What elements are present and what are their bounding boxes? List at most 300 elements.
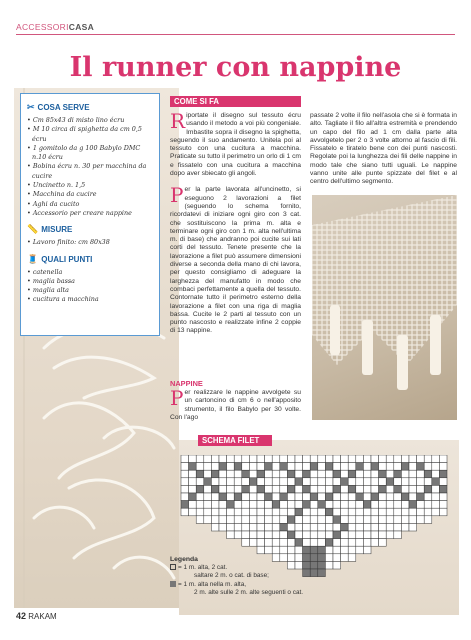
filet-empty-cell — [227, 531, 235, 539]
list-item: • Bobina écru n. 30 per macchina da cucire — [27, 162, 153, 181]
filet-empty-cell — [379, 455, 387, 463]
filet-empty-cell — [386, 493, 394, 501]
filet-empty-cell — [356, 485, 364, 493]
filet-empty-cell — [333, 539, 341, 547]
filet-empty-cell — [348, 463, 356, 471]
filet-empty-cell — [401, 523, 409, 531]
filet-filled-cell — [394, 470, 402, 478]
filet-empty-cell — [310, 516, 318, 524]
dropcap: P — [170, 183, 184, 208]
filet-empty-cell — [386, 463, 394, 471]
dropcap: R — [170, 109, 186, 133]
filet-empty-cell — [386, 485, 394, 493]
brand-name: RAKAM — [28, 612, 57, 621]
filet-empty-cell — [409, 493, 417, 501]
filet-empty-cell — [204, 463, 212, 471]
filet-filled-cell — [219, 463, 227, 471]
filet-empty-cell — [341, 485, 349, 493]
filet-empty-cell — [204, 508, 212, 516]
filet-empty-cell — [333, 478, 341, 486]
filet-empty-cell — [272, 523, 280, 531]
filet-empty-cell — [280, 516, 288, 524]
filet-filled-cell — [318, 569, 326, 577]
filet-filled-cell — [234, 463, 242, 471]
legend-text: = 1 m. alta, 2 cat. — [178, 564, 228, 572]
page-footer — [16, 611, 57, 621]
filet-empty-cell — [371, 523, 379, 531]
filet-filled-cell — [356, 493, 364, 501]
filet-empty-cell — [265, 516, 273, 524]
filet-empty-cell — [257, 455, 265, 463]
thread-spool-icon: 🧵 — [27, 253, 39, 264]
filet-empty-cell — [303, 508, 311, 516]
filet-empty-cell — [181, 508, 189, 516]
filet-empty-cell — [257, 508, 265, 516]
filet-empty-cell — [295, 523, 303, 531]
filet-empty-cell — [272, 478, 280, 486]
paragraph-text: er realizzare le nappine avvolgete su un cartoncino di cm 6 o nell'apposito strumento, il filo Babylo per 30 volte. Con l'ago — [170, 389, 301, 421]
filet-empty-cell — [310, 455, 318, 463]
filet-filled-cell — [196, 485, 204, 493]
filet-empty-cell — [318, 470, 326, 478]
filet-empty-cell — [287, 478, 295, 486]
filet-empty-cell — [417, 485, 425, 493]
filet-filled-cell — [439, 485, 447, 493]
instructions-paragraph-1 — [170, 109, 301, 178]
filet-empty-cell — [280, 485, 288, 493]
filet-empty-cell — [181, 493, 189, 501]
filet-empty-cell — [318, 463, 326, 471]
filet-empty-cell — [280, 470, 288, 478]
filet-empty-cell — [257, 531, 265, 539]
filet-empty-cell — [219, 516, 227, 524]
filet-empty-cell — [371, 539, 379, 547]
filet-empty-cell — [249, 485, 257, 493]
punti-label: QUALI PUNTI — [41, 254, 93, 264]
filet-empty-cell — [242, 531, 250, 539]
filet-empty-cell — [325, 546, 333, 554]
filet-filled-cell — [242, 485, 250, 493]
filet-empty-cell — [386, 516, 394, 524]
filet-empty-cell — [318, 539, 326, 547]
filet-empty-cell — [318, 455, 326, 463]
filet-empty-cell — [211, 455, 219, 463]
filet-filled-cell — [401, 493, 409, 501]
filet-empty-cell — [257, 516, 265, 524]
filet-empty-cell — [318, 493, 326, 501]
list-item: • 1 gomitolo da g 100 Babylo DMC n.10 écru — [27, 144, 153, 163]
filet-filled-cell — [409, 501, 417, 509]
filet-empty-cell — [341, 470, 349, 478]
instructions-column-2: passate 2 volte il filo nell'asola che si è formata in alto. Tagliate il filo all'altra estremità e prendendo un capo del filo ad 1 cm dalla parte alta avvolgetelo per 2 o 3 volte attorno al fascio di fili. Fissatelo e tiratelo bene con dei punti nascosti. Regolate poi la lunghezza dei fili delle nappine in modo tale che siano tutti uguali. Le nappine vanno unite alle punte spizzate del filet e al centro dell'ultimo segmento. — [310, 112, 457, 186]
filet-empty-cell — [356, 516, 364, 524]
filet-filled-cell — [242, 470, 250, 478]
filet-empty-cell — [333, 501, 341, 509]
filet-empty-cell — [439, 508, 447, 516]
filet-empty-cell — [204, 501, 212, 509]
filet-filled-cell — [333, 485, 341, 493]
filet-empty-cell — [280, 539, 288, 547]
filet-empty-cell — [379, 493, 387, 501]
filet-filled-cell — [257, 485, 265, 493]
filet-empty-cell — [211, 516, 219, 524]
filet-empty-cell — [219, 455, 227, 463]
filet-empty-cell — [356, 470, 364, 478]
list-item: • Uncinetto n. 1,5 — [27, 181, 153, 190]
filet-empty-cell — [242, 493, 250, 501]
filet-empty-cell — [363, 470, 371, 478]
filet-filled-cell — [341, 523, 349, 531]
filet-filled-cell — [318, 546, 326, 554]
filet-filled-cell — [310, 493, 318, 501]
filet-empty-cell — [257, 523, 265, 531]
filet-empty-cell — [234, 516, 242, 524]
filet-empty-cell — [394, 463, 402, 471]
filet-empty-cell — [204, 516, 212, 524]
filet-empty-cell — [265, 531, 273, 539]
filet-empty-cell — [371, 508, 379, 516]
filet-empty-cell — [417, 470, 425, 478]
filet-empty-cell — [348, 539, 356, 547]
filet-empty-cell — [318, 508, 326, 516]
page-title: Il runner con nappine — [69, 52, 402, 83]
filet-filled-cell — [310, 569, 318, 577]
filet-empty-cell — [211, 493, 219, 501]
filet-empty-cell — [295, 455, 303, 463]
filet-empty-cell — [325, 516, 333, 524]
filet-empty-cell — [394, 501, 402, 509]
filet-empty-cell — [394, 493, 402, 501]
filet-empty-cell — [295, 531, 303, 539]
filet-empty-cell — [219, 470, 227, 478]
filet-empty-cell — [341, 493, 349, 501]
filet-filled-cell — [325, 493, 333, 501]
filet-empty-cell — [287, 539, 295, 547]
filet-empty-cell — [310, 539, 318, 547]
filet-empty-cell — [310, 478, 318, 486]
filet-empty-cell — [249, 539, 257, 547]
filet-empty-cell — [424, 463, 432, 471]
filet-empty-cell — [181, 455, 189, 463]
filet-filled-cell — [341, 478, 349, 486]
filet-empty-cell — [439, 501, 447, 509]
filet-empty-cell — [181, 478, 189, 486]
filet-filled-cell — [394, 485, 402, 493]
filet-empty-cell — [204, 493, 212, 501]
filet-filled-cell — [287, 470, 295, 478]
filet-empty-cell — [439, 455, 447, 463]
filet-empty-cell — [211, 501, 219, 509]
subsection-label: CASA — [68, 22, 95, 32]
filet-empty-cell — [394, 531, 402, 539]
filet-empty-cell — [234, 523, 242, 531]
filet-filled-cell — [371, 493, 379, 501]
filet-empty-cell — [363, 516, 371, 524]
filet-empty-cell — [219, 508, 227, 516]
filet-empty-cell — [333, 493, 341, 501]
filet-empty-cell — [265, 470, 273, 478]
legend-item-filled — [170, 581, 303, 589]
filet-filled-cell — [417, 493, 425, 501]
filet-empty-cell — [249, 516, 257, 524]
filet-empty-cell — [348, 455, 356, 463]
filet-empty-cell — [348, 531, 356, 539]
filet-empty-cell — [310, 470, 318, 478]
filet-empty-cell — [386, 455, 394, 463]
filet-empty-cell — [219, 485, 227, 493]
filet-empty-cell — [432, 493, 440, 501]
filet-filled-cell — [303, 546, 311, 554]
filet-empty-cell — [287, 508, 295, 516]
filet-empty-cell — [348, 554, 356, 562]
filet-empty-cell — [196, 501, 204, 509]
filet-empty-cell — [379, 516, 387, 524]
legend-text: 2 m. alte sulle 2 m. alte seguenti o cat. — [194, 588, 304, 596]
punti-heading — [27, 254, 153, 265]
filet-filled-cell — [227, 501, 235, 509]
filet-empty-cell — [189, 485, 197, 493]
filet-empty-cell — [417, 478, 425, 486]
filet-empty-cell — [295, 463, 303, 471]
filet-empty-cell — [303, 516, 311, 524]
filet-filled-cell — [219, 493, 227, 501]
filet-empty-cell — [265, 478, 273, 486]
filet-filled-cell — [401, 463, 409, 471]
filet-filled-cell — [287, 485, 295, 493]
filet-empty-cell — [242, 478, 250, 486]
filet-empty-cell — [348, 501, 356, 509]
filet-filled-cell — [295, 508, 303, 516]
filet-empty-cell — [295, 485, 303, 493]
filet-empty-cell — [394, 478, 402, 486]
filet-empty-cell — [242, 523, 250, 531]
filet-empty-cell — [249, 531, 257, 539]
filet-empty-cell — [303, 531, 311, 539]
filet-empty-cell — [371, 485, 379, 493]
filet-empty-cell — [234, 485, 242, 493]
come-si-fa-heading: COME SI FA — [170, 96, 301, 107]
nappine-heading: NAPPINE — [170, 379, 203, 388]
filet-empty-cell — [265, 539, 273, 547]
filet-empty-cell — [318, 531, 326, 539]
cosa-serve-list — [27, 116, 153, 218]
filet-empty-cell — [204, 485, 212, 493]
filet-empty-cell — [249, 523, 257, 531]
filet-empty-cell — [242, 501, 250, 509]
filet-filled-cell — [181, 501, 189, 509]
filet-empty-cell — [424, 455, 432, 463]
filet-empty-cell — [394, 523, 402, 531]
filet-empty-cell — [189, 455, 197, 463]
filled-square-icon — [170, 581, 176, 587]
filet-empty-cell — [439, 478, 447, 486]
filet-empty-cell — [189, 508, 197, 516]
filet-filled-cell — [318, 561, 326, 569]
legend-item-empty — [170, 564, 303, 572]
filet-filled-cell — [303, 485, 311, 493]
filet-empty-cell — [303, 463, 311, 471]
legend-text: saltare 2 m. o cat. di base; — [194, 572, 269, 580]
filet-empty-cell — [424, 478, 432, 486]
filet-empty-cell — [310, 501, 318, 509]
filet-empty-cell — [432, 463, 440, 471]
dropcap: P — [170, 386, 184, 410]
filet-empty-cell — [272, 485, 280, 493]
filet-filled-cell — [303, 470, 311, 478]
header-divider — [16, 34, 455, 35]
filet-empty-cell — [363, 493, 371, 501]
paragraph-text: iportate il disegno sul tessuto écru usando il metodo a voi più congeniale. Imbastite sopra il disegno la spighetta, seguendo il suo andamento. Unitela poi al tessuto con una cucitura a macchina. Praticate su tutto il perimetro un orlo di 1 cm e fissatelo con una cucitura a macchina dopo aver sbiecato gli angoli. — [170, 112, 301, 178]
filet-filled-cell — [272, 501, 280, 509]
list-item: • Accessorio per creare nappine — [27, 209, 153, 218]
filet-empty-cell — [401, 470, 409, 478]
filet-empty-cell — [363, 531, 371, 539]
filet-empty-cell — [227, 493, 235, 501]
filet-filled-cell — [348, 470, 356, 478]
filet-empty-cell — [363, 508, 371, 516]
filet-empty-cell — [280, 455, 288, 463]
filet-empty-cell — [249, 463, 257, 471]
filet-empty-cell — [439, 493, 447, 501]
filet-empty-cell — [409, 523, 417, 531]
filet-empty-cell — [219, 523, 227, 531]
filet-empty-cell — [287, 546, 295, 554]
filet-empty-cell — [242, 516, 250, 524]
filet-empty-cell — [219, 478, 227, 486]
filet-empty-cell — [280, 478, 288, 486]
filet-empty-cell — [265, 523, 273, 531]
filet-empty-cell — [341, 531, 349, 539]
filet-empty-cell — [295, 546, 303, 554]
filet-empty-cell — [417, 508, 425, 516]
filet-empty-cell — [287, 455, 295, 463]
filet-empty-cell — [219, 501, 227, 509]
filet-empty-cell — [295, 516, 303, 524]
filet-empty-cell — [409, 508, 417, 516]
filet-filled-cell — [287, 516, 295, 524]
filet-empty-cell — [234, 478, 242, 486]
filet-empty-cell — [333, 554, 341, 562]
filet-empty-cell — [257, 493, 265, 501]
filet-empty-cell — [356, 523, 364, 531]
punti-list — [27, 268, 153, 305]
filet-empty-cell — [204, 470, 212, 478]
filet-empty-cell — [242, 455, 250, 463]
filet-empty-cell — [318, 478, 326, 486]
filet-empty-cell — [280, 546, 288, 554]
filet-filled-cell — [379, 470, 387, 478]
filet-empty-cell — [280, 501, 288, 509]
filet-empty-cell — [295, 501, 303, 509]
filet-filled-cell — [196, 470, 204, 478]
filet-empty-cell — [341, 501, 349, 509]
filet-empty-cell — [424, 501, 432, 509]
filet-filled-cell — [303, 569, 311, 577]
filet-empty-cell — [341, 455, 349, 463]
filet-empty-cell — [371, 470, 379, 478]
filet-empty-cell — [310, 485, 318, 493]
filet-empty-cell — [196, 478, 204, 486]
filet-empty-cell — [181, 470, 189, 478]
filet-empty-cell — [318, 516, 326, 524]
filet-empty-cell — [272, 516, 280, 524]
filet-filled-cell — [280, 463, 288, 471]
filet-filled-cell — [287, 531, 295, 539]
filet-empty-cell — [227, 516, 235, 524]
filet-empty-cell — [303, 493, 311, 501]
legend — [170, 556, 303, 597]
filet-filled-cell — [417, 463, 425, 471]
filet-empty-cell — [379, 478, 387, 486]
filet-empty-cell — [432, 501, 440, 509]
filet-filled-cell — [211, 470, 219, 478]
filet-tassel-photo — [312, 195, 457, 420]
filet-empty-cell — [272, 463, 280, 471]
empty-square-icon — [170, 564, 176, 570]
filet-empty-cell — [356, 501, 364, 509]
filet-empty-cell — [280, 508, 288, 516]
filet-empty-cell — [386, 523, 394, 531]
filet-filled-cell — [310, 546, 318, 554]
filet-empty-cell — [379, 463, 387, 471]
scissors-icon: ✂ — [27, 102, 35, 112]
misure-list — [27, 238, 153, 247]
filet-empty-cell — [181, 485, 189, 493]
filet-empty-cell — [325, 501, 333, 509]
filet-empty-cell — [227, 470, 235, 478]
filet-empty-cell — [227, 463, 235, 471]
filet-empty-cell — [356, 455, 364, 463]
filet-empty-cell — [234, 508, 242, 516]
filet-empty-cell — [439, 463, 447, 471]
filet-empty-cell — [386, 501, 394, 509]
filet-empty-cell — [363, 463, 371, 471]
filet-empty-cell — [249, 501, 257, 509]
filet-filled-cell — [295, 478, 303, 486]
filet-empty-cell — [401, 455, 409, 463]
filet-empty-cell — [371, 478, 379, 486]
list-item: • M 10 circa di spighetta da cm 0,5 écru — [27, 125, 153, 144]
filet-empty-cell — [409, 455, 417, 463]
filet-empty-cell — [189, 470, 197, 478]
filet-empty-cell — [379, 539, 387, 547]
filet-empty-cell — [280, 531, 288, 539]
filet-empty-cell — [234, 501, 242, 509]
filet-empty-cell — [257, 546, 265, 554]
filet-empty-cell — [348, 478, 356, 486]
filet-empty-cell — [265, 546, 273, 554]
list-item: • cucitura a macchina — [27, 295, 153, 304]
filet-empty-cell — [394, 455, 402, 463]
filet-empty-cell — [379, 523, 387, 531]
misure-label: MISURE — [41, 225, 73, 235]
filet-empty-cell — [211, 478, 219, 486]
filet-empty-cell — [234, 470, 242, 478]
filet-filled-cell — [325, 463, 333, 471]
filet-empty-cell — [295, 493, 303, 501]
filet-empty-cell — [356, 539, 364, 547]
filet-empty-cell — [272, 493, 280, 501]
filet-filled-cell — [280, 523, 288, 531]
filet-empty-cell — [424, 516, 432, 524]
filet-empty-cell — [363, 455, 371, 463]
filet-empty-cell — [249, 493, 257, 501]
filet-empty-cell — [363, 546, 371, 554]
filet-filled-cell — [310, 561, 318, 569]
filet-empty-cell — [189, 478, 197, 486]
filet-empty-cell — [310, 531, 318, 539]
filet-empty-cell — [348, 493, 356, 501]
